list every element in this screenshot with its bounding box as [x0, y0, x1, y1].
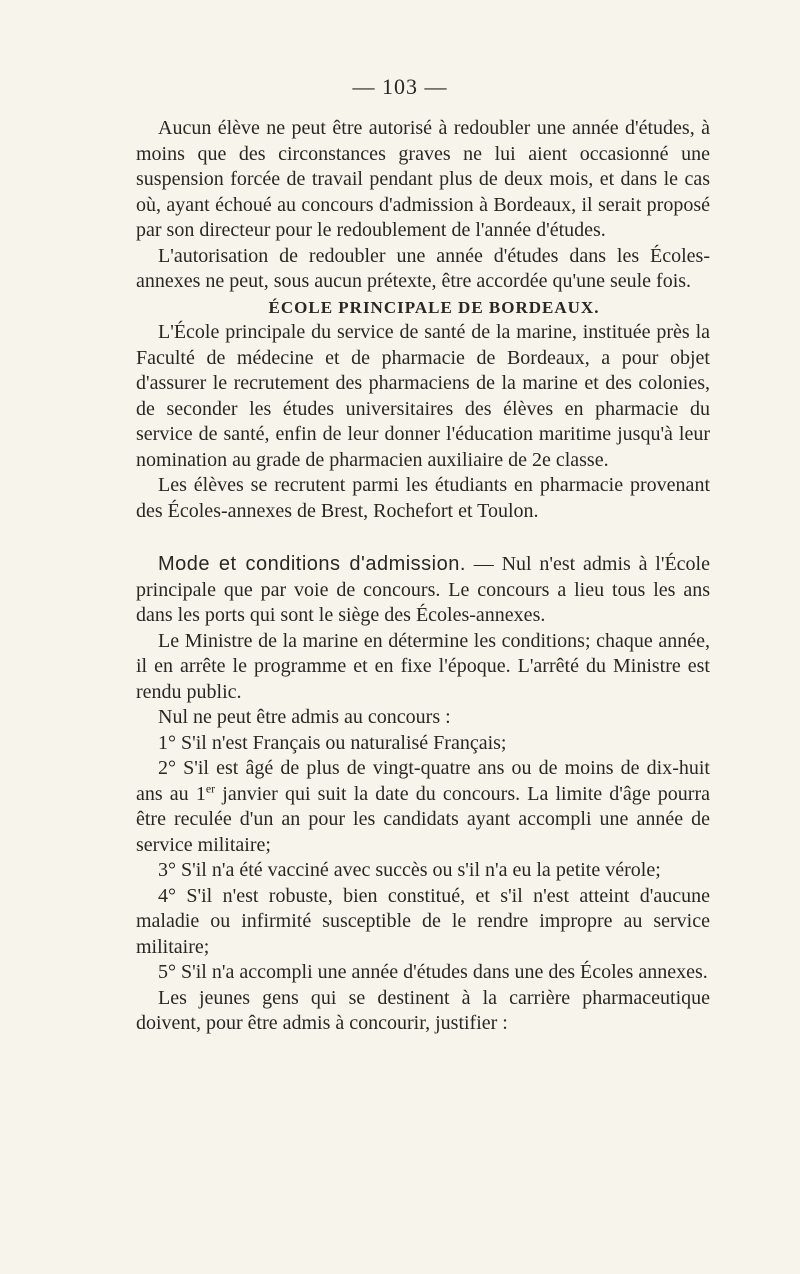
section-paragraph-1: L'École principale du service de santé de la marine, instituée près la Faculté de médecine et de pharmacie de Bordeaux, a pour objet d'assurer le recrutement des pharmaciens de la marine et des colonies, de seconder les études universitaires des élèves en pharmacie du service de santé, enfin de leur donner l'éducation maritime jusqu'à leur nomination au grade de pharmacien auxiliaire de 2e classe.	[136, 321, 710, 471]
admission-ministre: Le Ministre de la marine en détermine les conditions; chaque année, il en arrête le programme et en fixe l'époque. L'arrêté du Ministre est rendu public.	[136, 629, 710, 703]
admission-lead: — Nul n'est admis à l'École principale que par voie de concours. Le concours a lieu tous les ans dans les ports qui sont le siège des Écoles-annexes.	[136, 553, 710, 626]
section-paragraph-2: Les élèves se recrutent parmi les étudiants en pharmacie provenant des Écoles-annexes de Brest, Rochefort et Toulon.	[136, 474, 710, 522]
condition-2: 2° S'il est âgé de plus de vingt-quatre ans ou de moins de dix-huit ans au 1er janvier qui suit la date du concours. La limite d'âge pourra être reculée d'un an pour les candidats ayant accompli une année de service militaire;	[136, 757, 710, 856]
condition-3: 3° S'il n'a été vacciné avec succès ou s'il n'a eu la petite vérole;	[158, 859, 661, 881]
page-number: — 103 —	[352, 74, 448, 99]
condition-1: 1° S'il n'est Français ou naturalisé Français;	[158, 731, 507, 754]
closing-paragraph: Les jeunes gens qui se destinent à la carrière pharmaceutique doivent, pour être admis à concourir, justifier :	[136, 986, 710, 1034]
intro-paragraph-2: L'autorisation de redoubler une année d'études dans les Écoles-annexes ne peut, sous aucun prétexte, être accordée qu'une seule fois.	[136, 244, 710, 292]
intro-paragraph-1: Aucun élève ne peut être autorisé à redoubler une année d'études, à moins que des circonstances graves ne lui aient occasionné une suspension forcée de travail pendant plus de deux mois, et dans le cas où, ayant échoué au concours d'admission à Bordeaux, il serait proposé par son directeur pour le redoublement de l'année d'études.	[136, 117, 710, 241]
admission-paragraph	[136, 552, 710, 629]
condition-4: 4° S'il n'est robuste, bien constitué, et s'il n'est atteint d'aucune maladie ou infirmité susceptible de le rendre impropre au service militaire;	[136, 884, 710, 958]
admission-title: Mode et conditions d'admission.	[158, 553, 466, 575]
spacer	[136, 524, 710, 552]
section-heading: ÉCOLE PRINCIPALE DE BORDEAUX.	[268, 297, 600, 317]
condition-5: 5° S'il n'a accompli une année d'études dans une des Écoles annexes.	[158, 961, 708, 983]
admission-nul: Nul ne peut être admis au concours :	[158, 706, 451, 728]
page-content	[136, 116, 710, 1037]
